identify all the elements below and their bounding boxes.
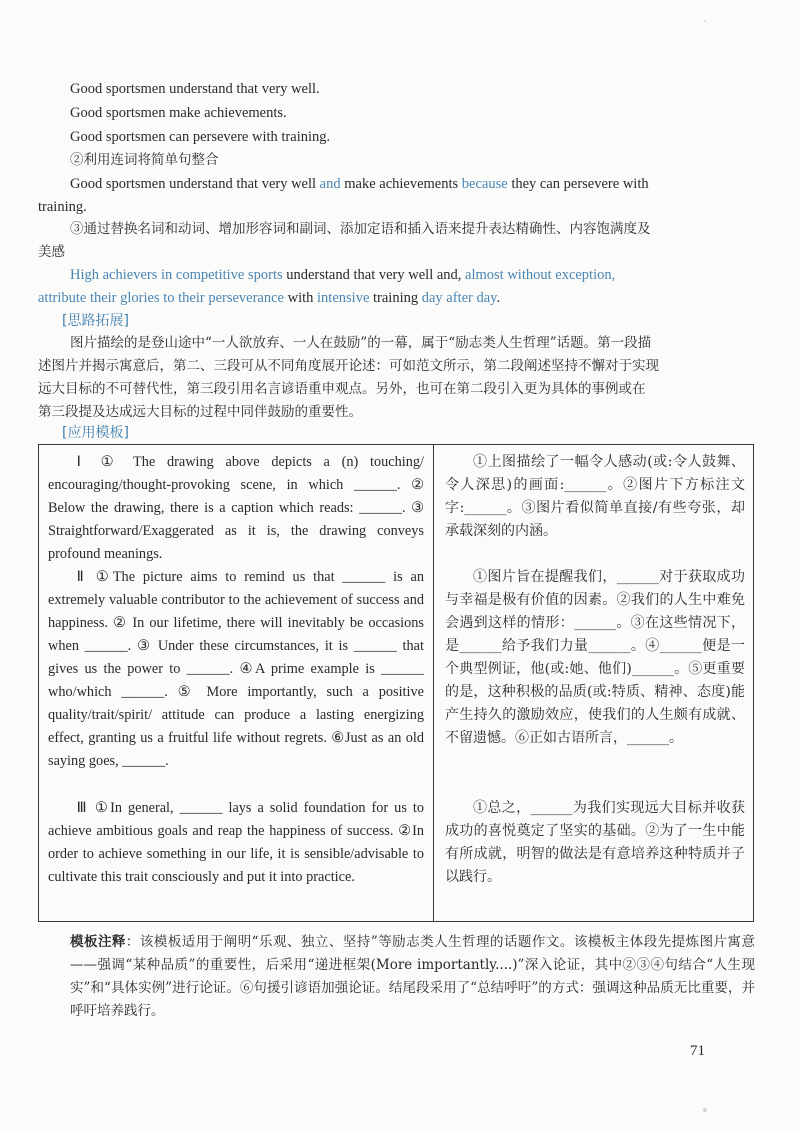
conjunction-because: because [461,176,508,192]
template-en-p2: Ⅱ ①The picture aims to remind us that ______ is an extremely valuable contributor to the achievement of success and happiness. ② In our lifetime, there will inevitably be occasions when ______. ③ Under these circumstances, it is ______ that gives us the power to ______. ④A prime example is ______ who/which ______. ⑤ More importantly, such a positive quality/trait/spirit/ attitude can produce a lasting energizing effect, granting us a fruitful life without regrets. ⑥Just as an old saying goes, ______. [48,569,424,769]
ideas-section-tag: [思路拓展] [62,313,129,329]
conjunction-and: and [319,176,341,192]
phrase-day-after-day: day after day [421,290,497,306]
step3-heading-line2: 美感 [38,244,65,260]
combined-part-c: they can persevere with [507,176,649,192]
sentence-1: Good sportsmen understand that very well. [70,81,320,97]
template-cn-p2: ①图片旨在提醒我们，______对于获取成功与幸福是极有价值的因素。②我们的人生中难免会遇到这样的情形：______。③在这些情况下，是______给予我们力量______。④______便是一个典型例证，他(或:她、他们)______。⑤更重要的是，这种积极的品质(或:特质、精神、态度)能产生持久的激励效应，使我们的人生颇有成就、不留遗憾。⑥正如古语所言，______。 [445,569,745,746]
template-note-label: 模板注释 [70,934,126,950]
speck [703,1108,707,1112]
template-cn-p1: ①上图描绘了一幅令人感动(或:令人鼓舞、令人深思)的画面:______。②图片下方标注文字:______。③图片看似简单直接/有些夸张，却承载深刻的内涵。 [445,454,745,539]
ideas-line-3: 远大目标的不可替代性，第三段引用名言谚语重申观点。另外，也可在第二段引入更为具体的事例或在 [38,381,646,397]
step2-heading: ②利用连词将简单句整合 [70,152,219,168]
improved-sentence-line2 [38,287,500,309]
combined-part-b: make achievements [340,176,462,192]
phrase-intensive: intensive [317,290,370,306]
phrase-almost: almost without exception, [465,267,616,283]
phrase-high-achievers: High achievers in competitive sports [70,267,283,283]
ideas-line-2: 述图片并揭示寓意后，第二、三段可从不同角度展开论述：可如范文所示，第二段阐述坚持不懈对于实现 [38,358,659,374]
step3-heading-line1: ③通过替换名词和动词、增加形容词和副词、添加定语和插入语来提升表达精确性、内容饱满度及 [70,221,651,237]
phrase-with: with [284,290,318,306]
improved-sentence-line1 [70,264,615,286]
phrase-period: . [496,290,501,306]
combined-part-a: Good sportsmen understand that very well [70,176,320,192]
speck [704,20,706,22]
sentence-2: Good sportsmen make achievements. [70,105,287,121]
ideas-line-4: 第三段提及达成远大目标的过程中同伴鼓励的重要性。 [38,404,362,420]
template-en-p3: Ⅲ ①In general, ______ lays a solid foundation for us to achieve ambitious goals and reap the happiness of success. ②In order to achieve something in our life, it is sensible/advisable to cultivate this trait consciously and put it into practice. [48,800,424,885]
ideas-line-1: 图片描绘的是登山途中“一人欲放弃、一人在鼓励”的一幕，属于“励志类人生哲理”话题。第一段描 [70,335,652,351]
combined-sentence-line2: training. [38,199,87,215]
template-section-tag: [应用模板] [62,425,129,441]
combined-sentence-line1 [70,173,649,195]
template-cn-p3: ①总之，______为我们实现远大目标并收获成功的喜悦奠定了坚实的基础。②为了一生中能有所成就，明智的做法是有意培养这种特质并子以践行。 [445,800,745,885]
column-divider [433,445,434,921]
sentence-3: Good sportsmen can persevere with training. [70,129,331,145]
template-note-text: ：该模板适用于阐明“乐观、独立、坚持”等励志类人生哲理的话题作文。该模板主体段先提炼图片寓意——强调“某种品质”的重要性，后采用“递进框架(More importantly....)”深入论证，其中②③④句结合“人生现实”和“具体实例”进行论证。⑥句援引谚语加强论证。结尾段采用了“总结呼吁”的方式：强调这种品质无比重要，并呼吁培养践行。 [70,934,756,1019]
phrase-attribute: attribute their glories to their perseverance [38,290,284,306]
template-en-p1: Ⅰ ① The drawing above depicts a (n) touching/ encouraging/thought-provoking scene, in which ______. ② Below the drawing, there is a caption which reads: ______. ③ Straightforward/Exaggerated as it is, the drawing conveys profound meanings. [48,454,424,562]
template-box [38,444,754,922]
page-number: 71 [690,1043,705,1059]
phrase-mid: understand that very well and, [282,267,466,283]
template-note [70,931,755,1023]
phrase-training: training [369,290,422,306]
